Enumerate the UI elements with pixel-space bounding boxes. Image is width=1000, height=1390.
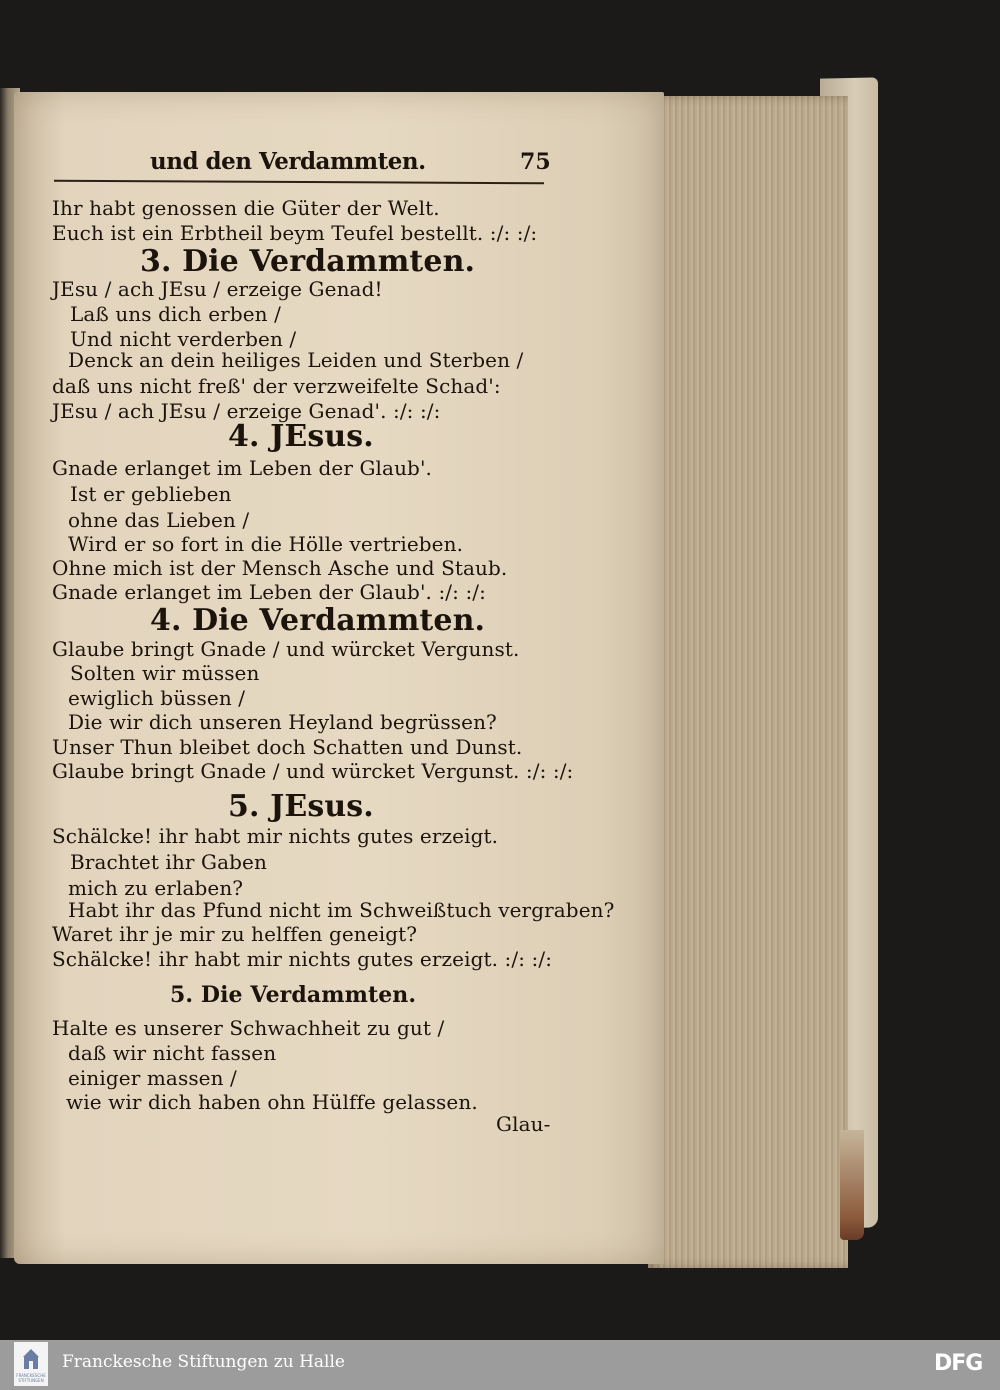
text-line: einiger massen / bbox=[68, 1066, 237, 1090]
text-line: daß wir nicht fassen bbox=[68, 1041, 277, 1065]
text-line: Denck an dein heiliges Leiden und Sterben / bbox=[68, 348, 524, 372]
section-heading: 4. JEsus. bbox=[228, 419, 374, 454]
text-line: Ohne mich ist der Mensch Asche und Staub. bbox=[52, 556, 508, 580]
text-line: wie wir dich haben ohn Hülffe gelassen. bbox=[66, 1090, 478, 1114]
section-heading: 4. Die Verdammten. bbox=[150, 603, 486, 638]
text-line: Glaube bringt Gnade / und würcket Vergunst. :/: :/: bbox=[52, 759, 574, 783]
text-line: Waret ihr je mir zu helffen geneigt? bbox=[52, 922, 418, 946]
logo-label: FRANCKESCHE STIFTUNGEN bbox=[16, 1373, 46, 1383]
cover-corner bbox=[840, 1130, 864, 1240]
page-number: 75 bbox=[520, 149, 551, 175]
dfg-logo: DFG bbox=[934, 1351, 983, 1376]
section-heading: 5. Die Verdammten. bbox=[170, 982, 417, 1008]
institution-name: Franckesche Stiftungen zu Halle bbox=[62, 1352, 345, 1372]
text-line: Schälcke! ihr habt mir nichts gutes erzeigt. :/: :/: bbox=[52, 947, 553, 971]
text-line: Brachtet ihr Gaben bbox=[70, 850, 267, 874]
text-line: JEsu / ach JEsu / erzeige Genad'. :/: :/: bbox=[52, 399, 441, 423]
text-line: Gnade erlanget im Leben der Glaub'. bbox=[52, 456, 433, 480]
text-line: Die wir dich unseren Heyland begrüssen? bbox=[68, 710, 497, 734]
text-line: Laß uns dich erben / bbox=[70, 302, 281, 326]
text-line: Habt ihr das Pfund nicht im Schweißtuch vergraben? bbox=[68, 898, 615, 922]
text-line: JEsu / ach JEsu / erzeige Genad! bbox=[52, 277, 383, 301]
text-line: Halte es unserer Schwachheit zu gut / bbox=[52, 1016, 445, 1040]
text-line: ohne das Lieben / bbox=[68, 508, 250, 532]
text-line: Glaube bringt Gnade / und würcket Vergunst. bbox=[52, 637, 520, 661]
section-heading: 5. JEsus. bbox=[228, 789, 374, 824]
text-line: Schälcke! ihr habt mir nichts gutes erzeigt. bbox=[52, 824, 499, 848]
building-icon bbox=[23, 1348, 39, 1370]
text-line: Ihr habt genossen die Güter der Welt. bbox=[52, 196, 440, 220]
text-line: Euch ist ein Erbtheil beym Teufel bestellt. :/: :/: bbox=[52, 221, 538, 245]
text-line: mich zu erlaben? bbox=[68, 876, 244, 900]
text-line: daß uns nicht freß' der verzweifelte Schad': bbox=[52, 374, 501, 398]
text-line: Gnade erlanget im Leben der Glaub'. :/: :/: bbox=[52, 580, 486, 604]
running-head: und den Verdammten. bbox=[150, 148, 426, 175]
text-line: ewiglich büssen / bbox=[68, 686, 246, 710]
catchword: Glau- bbox=[496, 1112, 551, 1136]
institution-logo bbox=[14, 1342, 48, 1386]
text-line: Und nicht verderben / bbox=[70, 327, 297, 351]
text-line: Ist er geblieben bbox=[70, 482, 232, 506]
section-heading: 3. Die Verdammten. bbox=[140, 244, 476, 279]
page-fore-edge bbox=[648, 96, 848, 1268]
text-line: Unser Thun bleibet doch Schatten und Dunst. bbox=[52, 735, 523, 759]
text-line: Solten wir müssen bbox=[70, 661, 260, 685]
text-line: Wird er so fort in die Hölle vertrieben. bbox=[68, 532, 464, 556]
